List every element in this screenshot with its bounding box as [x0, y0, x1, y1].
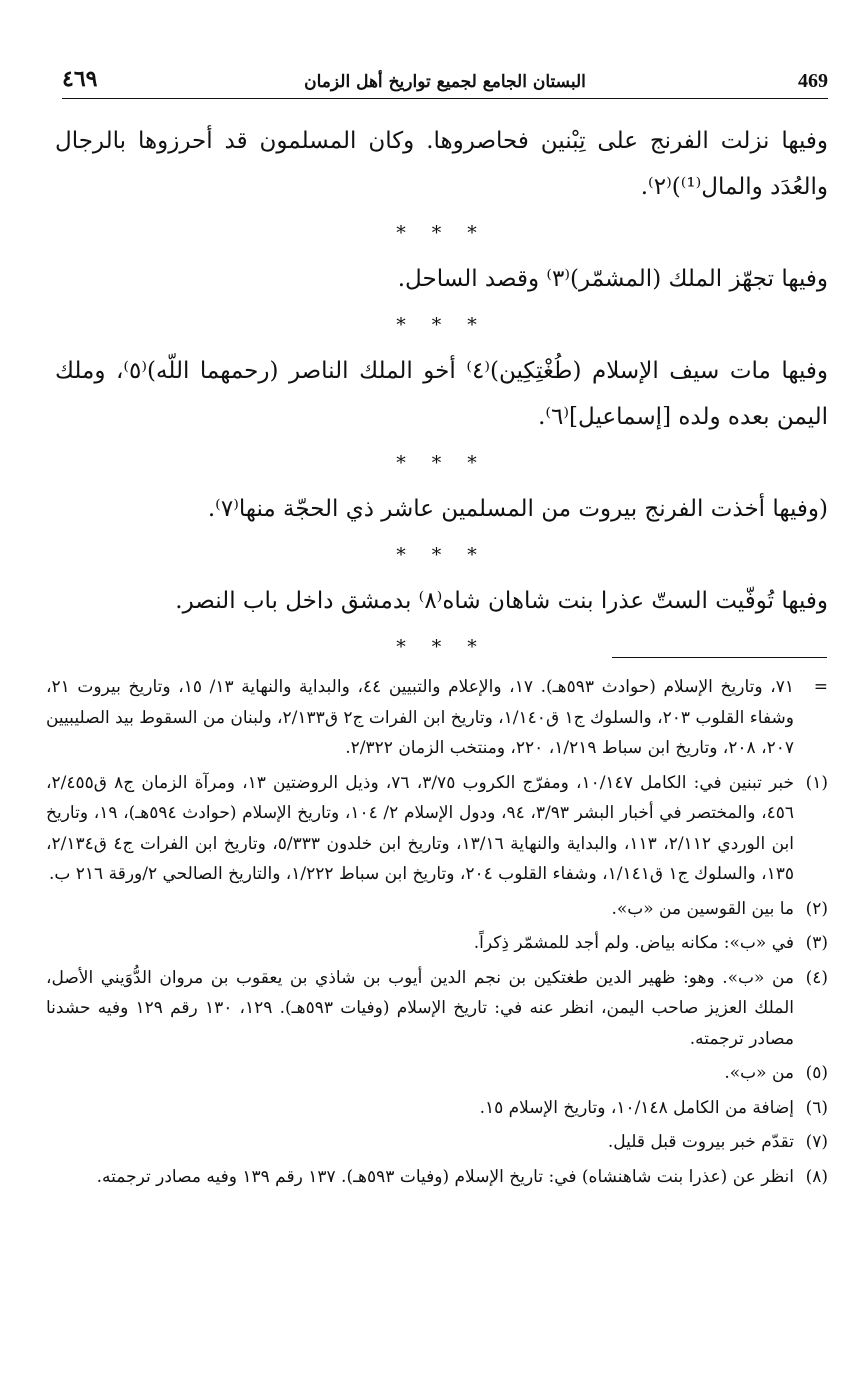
paragraph-mushammar: وفيها تجهّز الملك (المشمّر)⁽٣⁾ وقصد الساحل. — [397, 266, 828, 292]
page-number-latin: 469 — [798, 70, 828, 92]
footnote-text: من «ب». — [724, 1063, 794, 1083]
footnote-marker: (١) — [805, 772, 828, 793]
section-separator: * * * — [396, 544, 487, 566]
footnote-text: تقدّم خبر بيروت قبل قليل. — [607, 1132, 794, 1152]
paragraph-tibnin: وفيها نزلت الفرنج على تِبْنين فحاصروها. وكان المسلمون قد أحرزوها بالرجال والعُدَد والمال⁽¹⁾)⁽٢⁾. — [55, 128, 828, 200]
footnote-marker: (٧) — [805, 1132, 828, 1152]
header-rule — [62, 98, 828, 99]
footnote-text: إضافة من الكامل ١٠/١٤٨، وتاريخ الإسلام ١٥. — [479, 1097, 794, 1118]
section-separator: * * * — [396, 314, 487, 336]
main-text — [55, 118, 828, 670]
section-separator: * * * — [396, 222, 487, 244]
footnote-text: ما بين القوسين من «ب». — [611, 898, 794, 919]
footnote-5 — [46, 1058, 828, 1089]
footnote-6 — [46, 1093, 828, 1124]
page-header — [62, 66, 828, 98]
footnote-1 — [46, 768, 828, 890]
footnote-marker: = — [813, 677, 828, 697]
footnote-text: انظر عن (عذرا بنت شاهنشاه) في: تاريخ الإسلام (وفيات ٥٩٣هـ). ١٣٧ رقم ١٣٩ وفيه مصادر ترجمته. — [96, 1166, 794, 1187]
footnote-marker: (٥) — [805, 1063, 828, 1083]
footnote-3 — [46, 928, 828, 959]
footnote-marker: (٤) — [805, 967, 828, 988]
footnote-marker: (٦) — [805, 1097, 828, 1118]
footnote-7 — [46, 1127, 828, 1158]
paragraph-tughtakin: وفيها مات سيف الإسلام (طُغْتِكِين)⁽٤⁾ أخو الملك الناصر (رحمهما اللّه)⁽٥⁾، وملك اليمن بعده ولده [إسماعيل]⁽٦⁾. — [55, 358, 828, 430]
footnote-marker: (٣) — [805, 933, 828, 953]
footnote-text: ٧١، وتاريخ الإسلام (حوادث ٥٩٣هـ). ١٧، والإعلام والتبيين ٤٤، والبداية والنهاية ١٣/ ١٥، وتاريخ بيروت ٢١، وشفاء القلوب ٢٠٣، والسلوك ج١ ق١/١٤٠، وتاريخ ابن الفرات ج٢ ق٢/١٣٣، ولبنان من السقوط بيد الصليبيين ٢٠٧، ٢٠٨، وتاريخ ابن سباط ١/٢١٩، ٢٢٠، ومنتخب الزمان ٢/٣٢٢. — [45, 677, 794, 758]
footnote-8 — [46, 1162, 828, 1193]
page-number-arabic: ٤٦٩ — [62, 66, 98, 92]
section-separator: * * * — [396, 636, 487, 658]
footnote-4 — [46, 963, 828, 1055]
footnote-text: خبر تبنين في: الكامل ١٠/١٤٧، ومفرّج الكروب ٣/٧٥، ٧٦، وذيل الروضتين ١٣، ومرآة الزمان ج٨ ق٢/٤٥٥، ٤٥٦، والمختصر في أخبار البشر ٣/٩٣، ٩٤، ودول الإسلام ٢/ ١٠٤، وتاريخ الإسلام (حوادث ٥٩٤هـ)، ١٩، وتاريخ ابن الوردي ٢/١١٢، ١١٣، والبداية والنهاية ١٣/١٦، وتاريخ ابن خلدون ٥/٣٣٣، وتاريخ ابن الفرات ج٤ ق٢/١٣٤، ١٣٥، والسلوك ج١ ق١/١٤١، وشفاء القلوب ٢٠٤، وتاريخ ابن سباط ١/٢٢٢، والتاريخ الصالحي ٢/ورقة ٢١٦ ب. — [46, 772, 795, 884]
footnote-continuation — [46, 672, 828, 764]
footnote-marker: (٢) — [805, 898, 828, 919]
footnote-text: من «ب». وهو: ظهير الدين طغتكين بن نجم الدين أيوب بن شاذي بن يعقوب بن مروان الدُّوَيني الأصل، الملك العزيز صاحب اليمن، انظر عنه في: تاريخ الإسلام (وفيات ٥٩٣هـ). ١٢٩، ١٣٠ رقم ١٢٩ وفيه حشدنا مصادر ترجمته. — [46, 967, 794, 1049]
footnotes — [46, 672, 828, 1196]
paragraph-beirut: (وفيها أخذت الفرنج بيروت من المسلمين عاشر ذي الحجّة منها⁽٧⁾. — [207, 496, 828, 522]
footnote-marker: (٨) — [805, 1166, 828, 1187]
paragraph-adhra: وفيها تُوفّيت الستّ عذرا بنت شاهان شاه⁽٨⁾ بدمشق داخل باب النصر. — [175, 588, 828, 614]
section-separator: * * * — [396, 452, 487, 474]
running-title: البستان الجامع لجميع تواريخ أهل الزمان — [304, 72, 586, 92]
footnote-rule — [612, 657, 827, 658]
footnote-2 — [46, 894, 828, 925]
footnote-text: في «ب»: مكانه بياض. ولم أجد للمشمّر ذِكراً. — [473, 933, 794, 953]
